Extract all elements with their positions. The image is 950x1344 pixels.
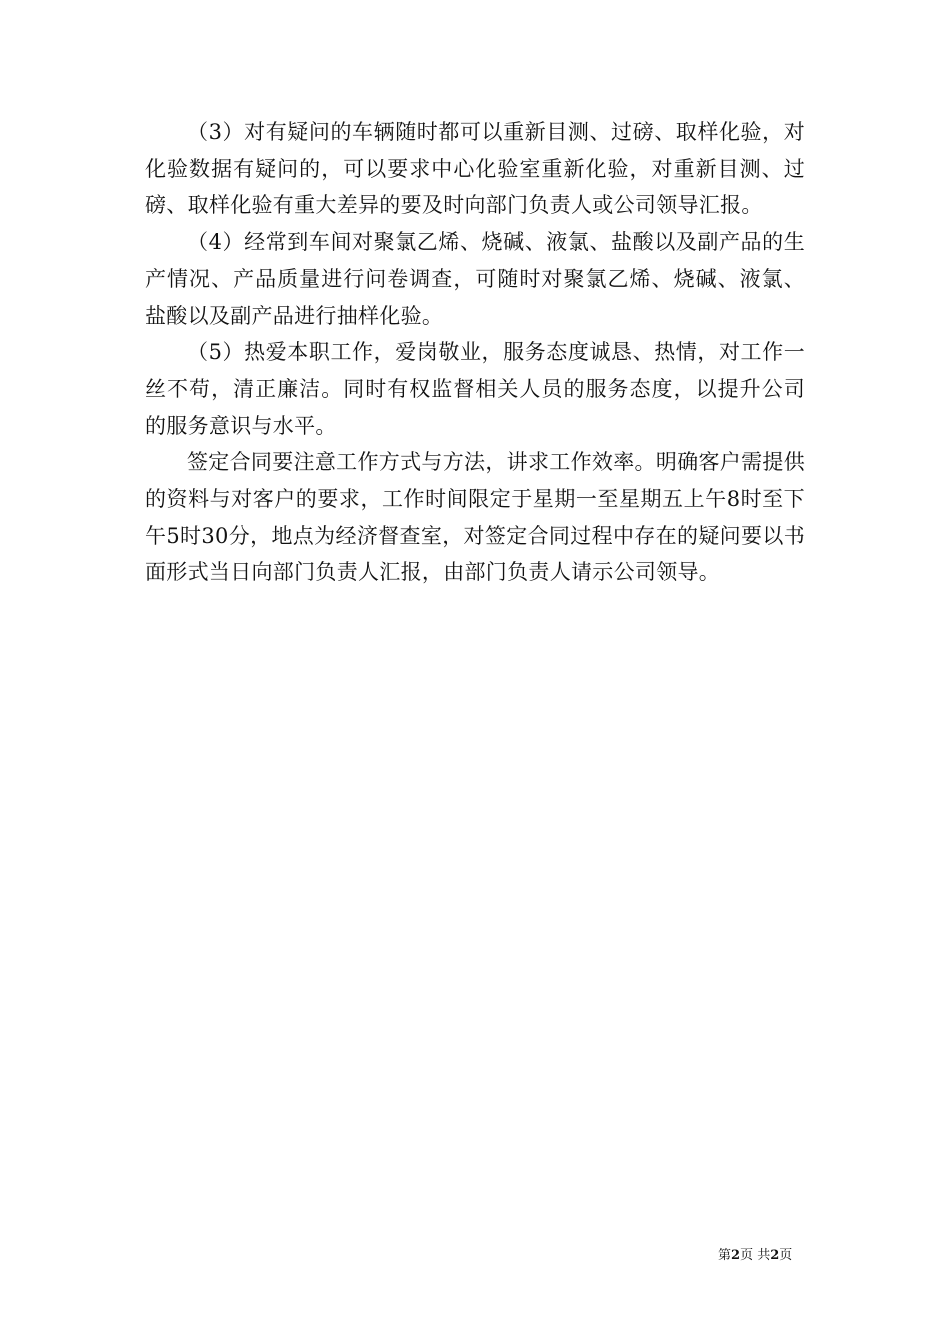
paragraph-contract: 签定合同要注意工作方式与方法，讲求工作效率。明确客户需提供的资料与对客户的要求，工作时间限定于星期一至星期五上午8时至下午5时30分，地点为经济督查室，对签定合同过程中存在的疑问要以书面形式当日向部门负责人汇报，由部门负责人请示公司领导。 (145, 450, 805, 585)
document-body (145, 114, 805, 591)
paragraph-item-4: （4）经常到车间对聚氯乙烯、烧碱、液氯、盐酸以及副产品的生产情况、产品质量进行问卷调查，可随时对聚氯乙烯、烧碱、液氯、盐酸以及副产品进行抽样化验。 (145, 230, 805, 328)
footer-suffix: 页 (779, 1248, 793, 1263)
footer-prefix: 第 (718, 1248, 732, 1263)
footer-current-page: 2 (731, 1248, 741, 1263)
footer-middle: 页 共 (740, 1248, 771, 1263)
paragraph-item-5: （5）热爱本职工作，爱岗敬业，服务态度诚恳、热情，对工作一丝不苟，清正廉洁。同时有权监督相关人员的服务态度，以提升公司的服务意识与水平。 (145, 340, 805, 438)
page-number-footer (718, 1247, 792, 1265)
paragraph-item-3: （3）对有疑问的车辆随时都可以重新目测、过磅、取样化验，对化验数据有疑问的，可以要求中心化验室重新化验，对重新目测、过磅、取样化验有重大差异的要及时向部门负责人或公司领导汇报。 (145, 120, 805, 218)
footer-total-pages: 2 (770, 1248, 780, 1263)
